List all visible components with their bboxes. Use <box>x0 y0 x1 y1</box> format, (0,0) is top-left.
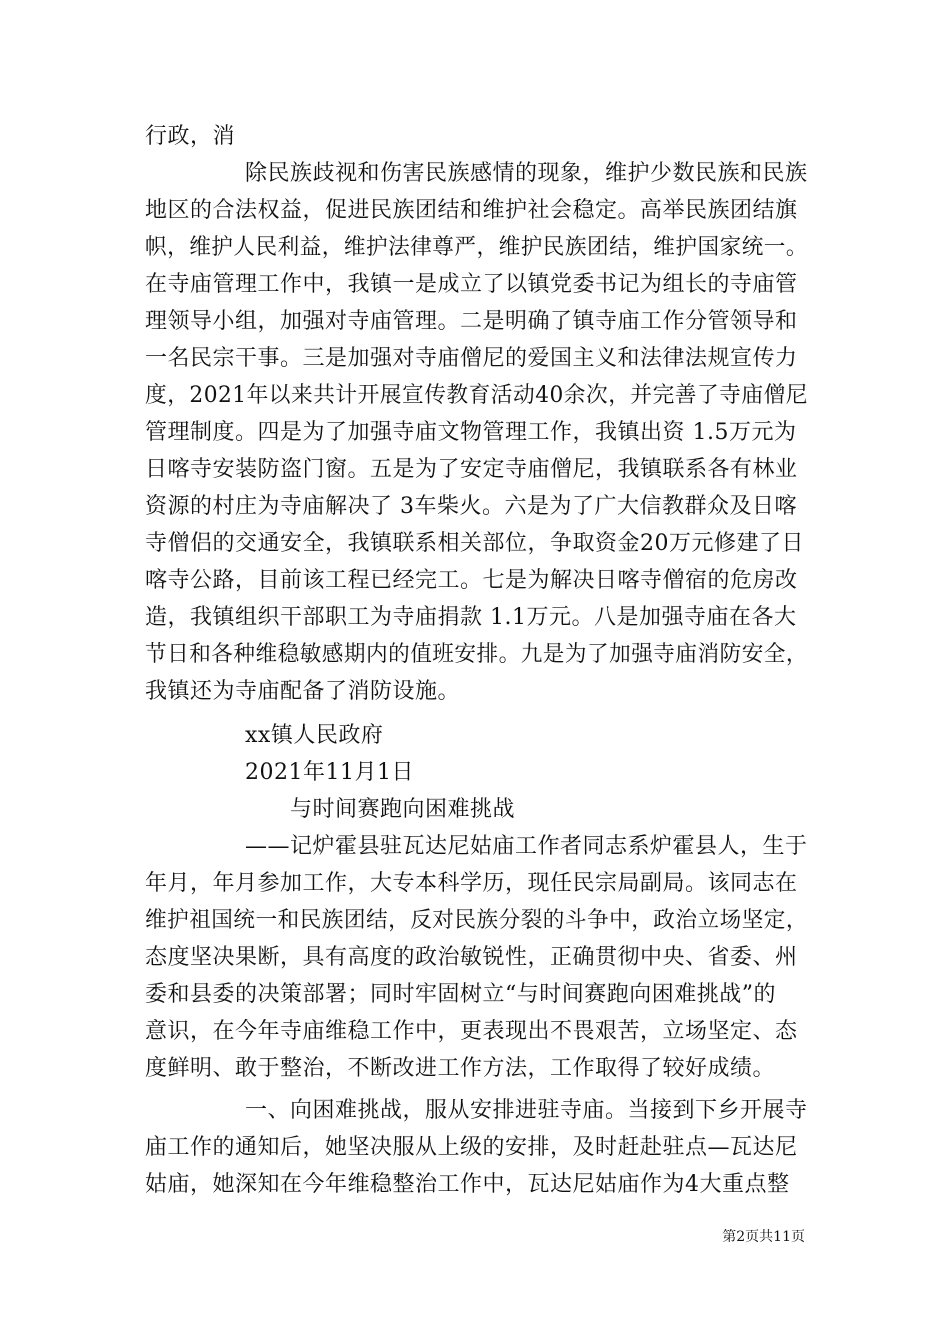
text-line-8: 度，2021年以来共计开展宣传教育活动40余次，并完善了寺庙僧尼 <box>145 383 808 408</box>
text-line-29: 姑庙，她深知在今年维稳整治工作中，瓦达尼姑庙作为4大重点整 <box>145 1172 790 1197</box>
text-line-11: 资源的村庄为寺庙解决了 3车柴火。六是为了广大信教群众及日喀 <box>145 494 797 519</box>
text-line-28: 庙工作的通知后，她坚决服从上级的安排，及时赶赴驻点—瓦达尼 <box>145 1135 798 1160</box>
text-line-23: 态度坚决果断，具有高度的政治敏锐性，正确贯彻中央、省委、州 <box>145 945 798 970</box>
text-line-16: 我镇还为寺庙配备了消防设施。 <box>145 679 461 704</box>
text-line-1: 行政，消 <box>145 124 236 149</box>
text-line-22: 维护祖国统一和民族团结，反对民族分裂的斗争中，政治立场坚定， <box>145 908 809 933</box>
text-line-26: 度鲜明、敢于整治，不断改进工作方法，工作取得了较好成绩。 <box>145 1056 776 1081</box>
text-line-2: 除民族歧视和伤害民族感情的现象，维护少数民族和民族 <box>245 161 808 186</box>
text-line-21: 年月，年月参加工作，大专本科学历，现任民宗局副局。该同志在 <box>145 871 798 896</box>
text-line-13: 喀寺公路，目前该工程已经完工。七是为解决日喀寺僧宿的危房改 <box>145 568 798 593</box>
text-line-15: 节日和各种维稳敏感期内的值班安排。九是为了加强寺庙消防安全， <box>145 642 809 667</box>
text-line-27: 一、向困难挑战，服从安排进驻寺庙。当接到下乡开展寺 <box>245 1098 808 1123</box>
text-line-6: 理领导小组，加强对寺庙管理。二是明确了镇寺庙工作分管领导和 <box>145 309 798 334</box>
text-line-3: 地区的合法权益，促进民族团结和维护社会稳定。高举民族团结旗 <box>145 198 798 223</box>
text-line-24: 委和县委的决策部署；同时牢固树立“与时间赛跑向困难挑战”的 <box>145 982 776 1007</box>
text-line-7: 一名民宗干事。三是加强对寺庙僧尼的爱国主义和法律法规宣传力 <box>145 346 798 371</box>
text-line-14: 造，我镇组织干部职工为寺庙捐款 1.1万元。八是加强寺庙在各大 <box>145 605 797 630</box>
signature-date: 2021年11月1日 <box>245 760 414 785</box>
text-line-10: 日喀寺安装防盗门窗。五是为了安定寺庙僧尼，我镇联系各有林业 <box>145 457 798 482</box>
text-line-9: 管理制度。四是为了加强寺庙文物管理工作，我镇出资 1.5万元为 <box>145 420 797 445</box>
signature-org: xx镇人民政府 <box>245 723 384 748</box>
text-line-12: 寺僧侣的交通安全，我镇联系相关部位，争取资金20万元修建了日 <box>145 531 804 556</box>
page-number-footer: 第2页共11页 <box>722 1229 805 1245</box>
text-line-5: 在寺庙管理工作中，我镇一是成立了以镇党委书记为组长的寺庙管 <box>145 272 798 297</box>
text-line-25: 意识，在今年寺庙维稳工作中，更表现出不畏艰苦，立场坚定、态 <box>145 1019 798 1044</box>
section-title: 与时间赛跑向困难挑战 <box>290 797 516 822</box>
text-line-4: 帜，维护人民利益，维护法律尊严，维护民族团结，维护国家统一。 <box>145 235 809 260</box>
text-line-20: ——记炉霍县驻瓦达尼姑庙工作者同志系炉霍县人，生于 <box>245 834 808 859</box>
